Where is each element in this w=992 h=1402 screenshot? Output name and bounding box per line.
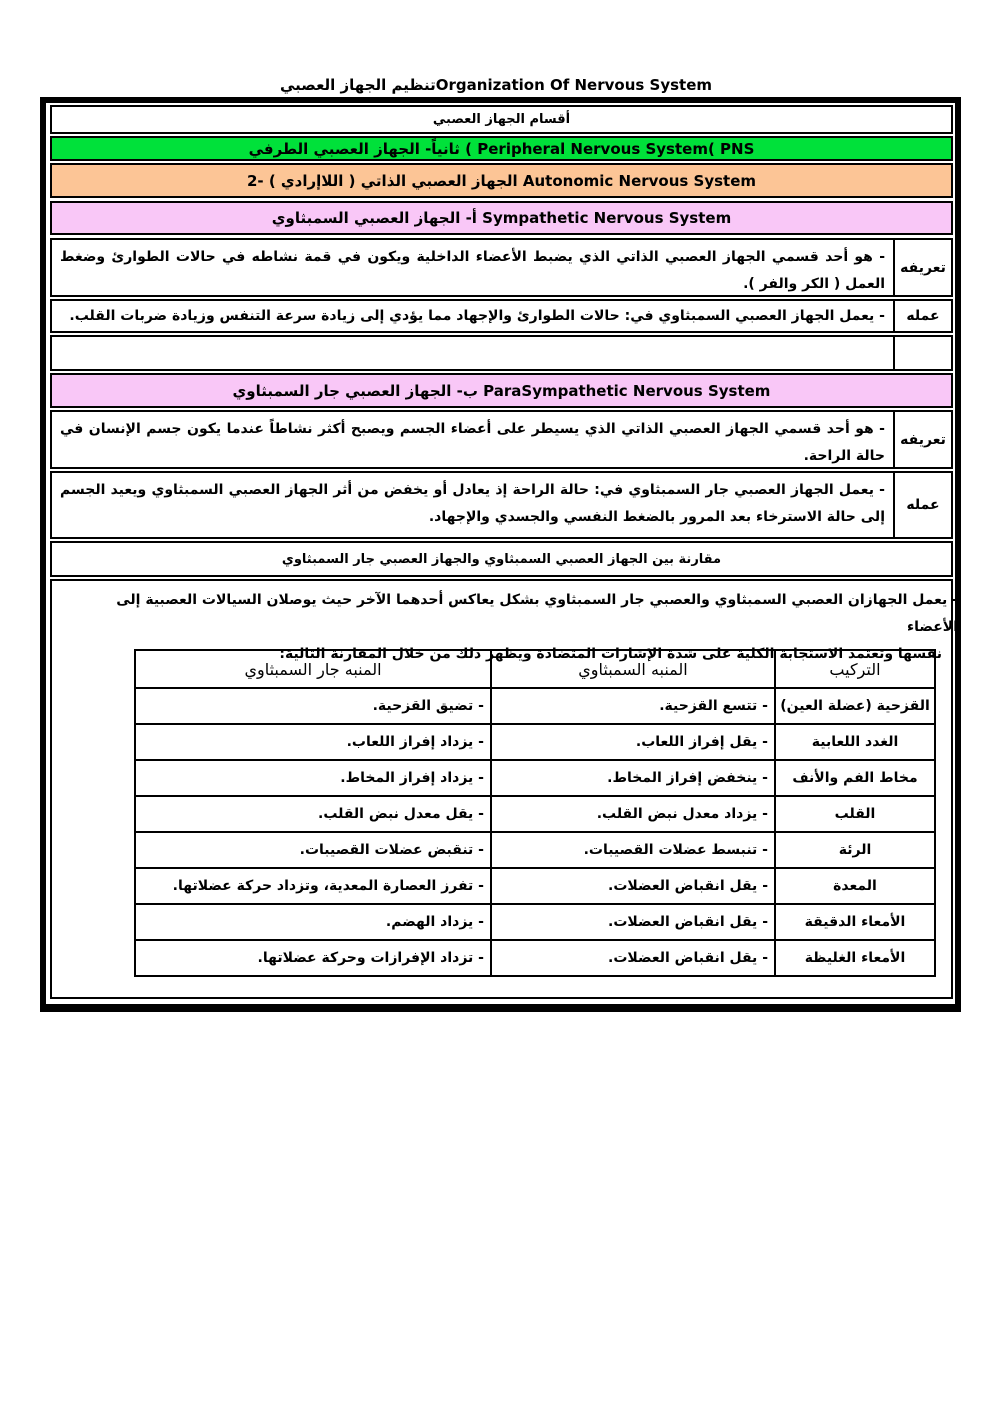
organ-cell: المعدة	[775, 868, 935, 904]
sympathetic-cell: - يزداد معدل نبض القلب.	[491, 796, 775, 832]
comparison-line-2: نفسها وتعتمد الاستجابة الكلية على شدة الإشارات المتضادة ويظهر ذلك من خلال المقارنة التالية:	[279, 646, 942, 662]
sympathetic-cell: - يقل انقباض العضلات.	[491, 904, 775, 940]
sympathetic-cell: - يقل انقباض العضلات.	[491, 940, 775, 976]
autonomic-heading: 2- الجهاز العصبي الذاتي ( اللاإرادي ) Autonomic Nervous System	[50, 163, 953, 198]
parasympathetic-work-text: - يعمل الجهاز العصبي جار السمبثاوي في: حالة الراحة إذ يعادل أو يخفض من أثر الجهاز العصبي السمبثاوي ويعيد الجسم إلى حالة الاسترخاء بعد المرور بالضغط النفسي والجسدي والإجهاد.	[60, 482, 885, 525]
table-row	[135, 832, 935, 868]
parasympathetic-cell: - يقل معدل نبض القلب.	[135, 796, 491, 832]
parasympathetic-work-label: عمله	[893, 473, 951, 537]
comparison-table	[134, 649, 936, 977]
comparison-heading: مقارنة بين الجهاز العصبي السمبثاوي والجهاز العصبي جار السمبثاوي	[50, 541, 953, 577]
parasympathetic-cell: - يزداد إفراز المخاط.	[135, 760, 491, 796]
parasympathetic-cell: - تفرز العصارة المعدية، وتزداد حركة عضلاتها.	[135, 868, 491, 904]
empty-text-cell	[52, 337, 893, 369]
parasympathetic-cell: - تضيق القزحية.	[135, 688, 491, 724]
header-parasympathetic: المنبه جار السمبثاوي	[135, 650, 491, 688]
header-structure: التركيب	[775, 650, 935, 688]
organ-cell: الرئة	[775, 832, 935, 868]
comparison-line-1: - يعمل الجهازان العصبي السمبثاوي والعصبي جار السمبثاوي بشكل يعاكس أحدهما الآخر حيث يوصلان السيالات العصبية إلى الأعضاء	[116, 592, 958, 635]
sympathetic-work-row	[50, 299, 953, 333]
sympathetic-heading: أ- الجهاز العصبي السمبثاوي Sympathetic Nervous System	[50, 201, 953, 235]
parasympathetic-heading: ب- الجهاز العصبي جار السمبثاوي ParaSympathetic Nervous System	[50, 373, 953, 408]
parasympathetic-definition-row	[50, 410, 953, 469]
parasympathetic-definition-label: تعريفه	[893, 412, 951, 467]
sympathetic-cell: - تنبسط عضلات القصيبات.	[491, 832, 775, 868]
header-sympathetic: المنبه السمبثاوي	[491, 650, 775, 688]
page-title: تنظيم الجهاز العصبيOrganization Of Nervous System	[280, 76, 712, 94]
pns-heading: ثانياً- الجهاز العصبي الطرفي ( Peripheral Nervous System( PNS	[50, 136, 953, 161]
sympathetic-cell: - تتسع القزحية.	[491, 688, 775, 724]
parasympathetic-cell: - يزداد إفراز اللعاب.	[135, 724, 491, 760]
sympathetic-work-text: - يعمل الجهاز العصبي السمبثاوي في: حالات الطوارئ والإجهاد مما يؤدي إلى زيادة سرعة التنفس وزيادة ضربات القلب.	[69, 307, 885, 324]
sympathetic-work-label: عمله	[893, 301, 951, 331]
parasympathetic-cell: - تزداد الإفرازات وحركة عضلاتها.	[135, 940, 491, 976]
organ-cell: القزحية (عضلة العين)	[775, 688, 935, 724]
organ-cell: الغدد اللعابية	[775, 724, 935, 760]
divisions-heading: أقسام الجهاز العصبي	[50, 105, 953, 134]
sympathetic-cell: - ينخفض إفراز المخاط.	[491, 760, 775, 796]
table-row	[135, 760, 935, 796]
sympathetic-cell: - يقل إفراز اللعاب.	[491, 724, 775, 760]
parasympathetic-definition-text: - هو أحد قسمي الجهاز العصبي الذاتي الذي يسيطر على أعضاء الجسم ويصبح أكثر نشاطاً عندما يكون جسم الإنسان في حالة الراحة.	[60, 421, 885, 464]
parasympathetic-cell: - تنقبض عضلات القصيبات.	[135, 832, 491, 868]
table-row	[135, 868, 935, 904]
sympathetic-definition-text: - هو أحد قسمي الجهاز العصبي الذاتي الذي يضبط الأعضاء الداخلية ويكون في قمة نشاطه في حالات الطوارئ وضغط العمل ( الكر والفر ).	[60, 249, 885, 292]
sympathetic-definition-label: تعريفه	[893, 240, 951, 295]
table-row	[135, 940, 935, 976]
organ-cell: القلب	[775, 796, 935, 832]
document-frame	[40, 97, 961, 1012]
sympathetic-cell: - يقل انقباض العضلات.	[491, 868, 775, 904]
comparison-table-header	[135, 650, 935, 688]
organ-cell: الأمعاء الغليظة	[775, 940, 935, 976]
parasympathetic-cell: - يزداد الهضم.	[135, 904, 491, 940]
table-row	[135, 904, 935, 940]
table-row	[135, 688, 935, 724]
parasympathetic-work-row	[50, 471, 953, 539]
empty-label-cell	[893, 337, 951, 369]
table-row	[135, 724, 935, 760]
empty-row	[50, 335, 953, 371]
table-row	[135, 796, 935, 832]
organ-cell: الأمعاء الدقيقة	[775, 904, 935, 940]
organ-cell: مخاط الفم والأنف	[775, 760, 935, 796]
comparison-section	[50, 579, 958, 999]
sympathetic-definition-row	[50, 238, 953, 297]
